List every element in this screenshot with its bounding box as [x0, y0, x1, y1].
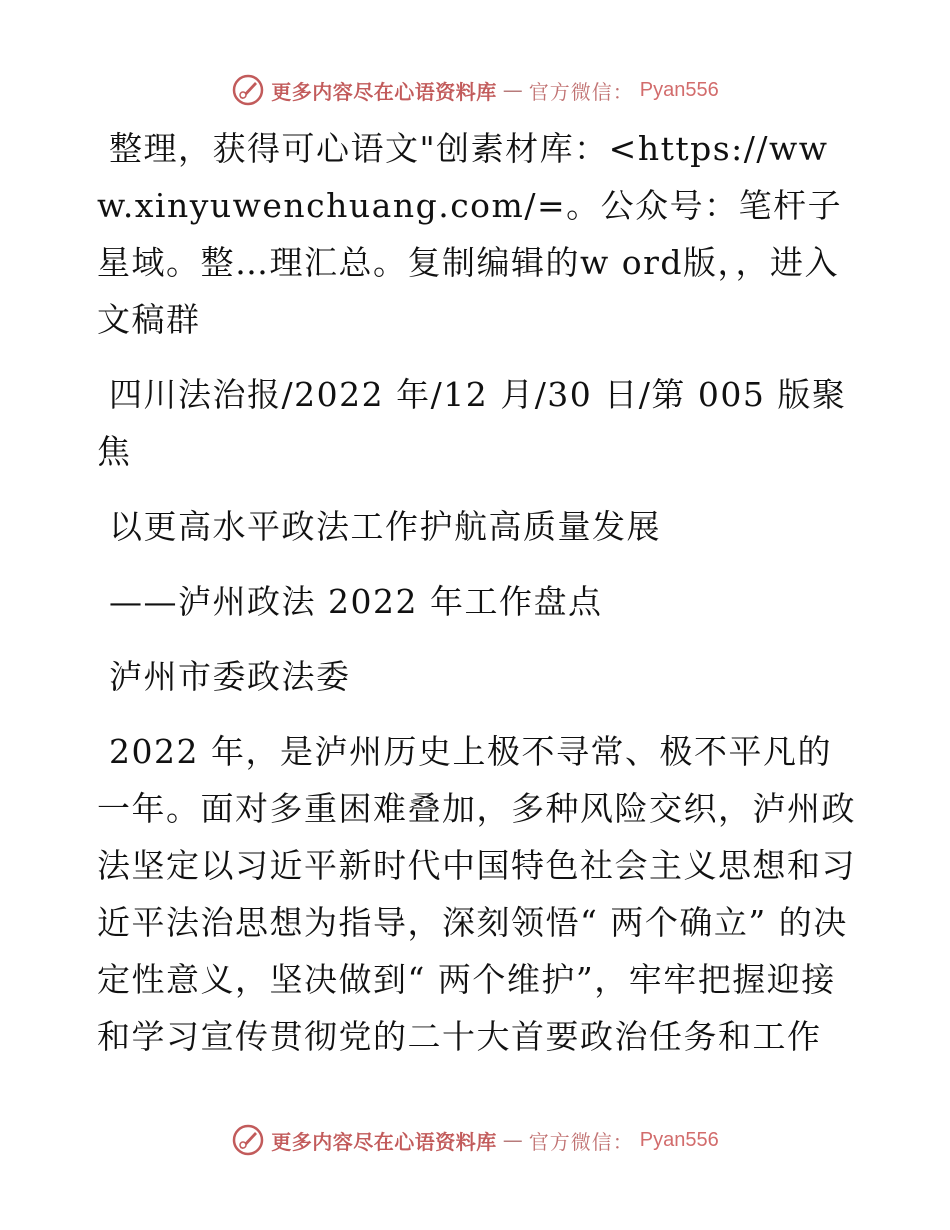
document-body	[97, 120, 857, 1083]
banner-slogan: 更多内容尽在心语资料库	[271, 79, 497, 104]
source-note-paragraph: 整理，获得可心语文"创素材库：<https://www.xinyuwenchuang.com/=。公众号：笔杆子星域。整…理汇总。复制编辑的w ord版，，进入文稿群	[97, 129, 843, 339]
publication-line: 四川法治报/2022 年/12 月/30 日/第 005 版聚焦	[97, 375, 847, 471]
banner-dash: —	[502, 78, 523, 102]
banner-dash: —	[502, 1128, 523, 1152]
banner-wechat-id: Pyan556	[639, 78, 719, 101]
header-watermark-banner	[0, 70, 950, 110]
quill-logo-icon	[231, 73, 265, 107]
banner-wechat-id: Pyan556	[639, 1128, 719, 1151]
body-paragraph: 2022 年，是泸州历史上极不寻常、极不平凡的一年。面对多重困难叠加，多种风险交织，泸州政法坚定以习近平新时代中国特色社会主义思想和习近平法治思想为指导，深刻领悟“ 两个确立” 的决定性意义，坚决做到“ 两个维护”，牢牢把握迎接和学习宣传贯彻党的二十大首要政治任务和工作	[97, 732, 856, 1056]
footer-watermark-banner	[0, 1120, 950, 1160]
banner-wechat-label: 官方微信：	[528, 1129, 634, 1154]
quill-logo-icon	[231, 1123, 265, 1157]
article-subtitle: ——泸州政法 2022 年工作盘点	[109, 582, 603, 621]
banner-wechat-label: 官方微信：	[528, 79, 634, 104]
article-title: 以更高水平政法工作护航高质量发展	[109, 507, 661, 546]
article-author: 泸州市委政法委	[109, 657, 351, 696]
banner-slogan: 更多内容尽在心语资料库	[271, 1129, 497, 1154]
